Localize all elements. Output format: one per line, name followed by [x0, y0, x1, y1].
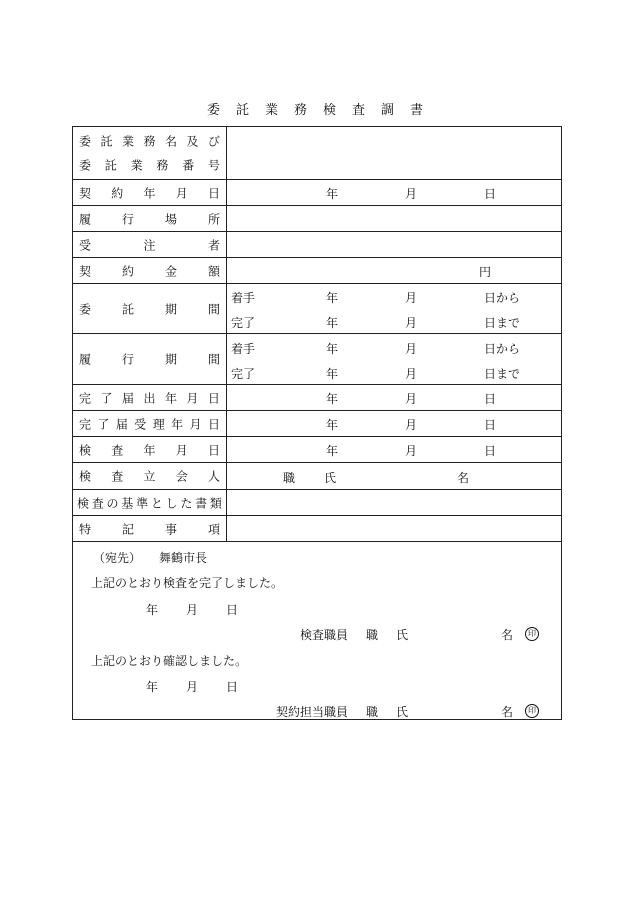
start-label: 着手	[231, 291, 256, 305]
year-unit: 年	[326, 187, 339, 201]
surname-label: 氏	[324, 471, 337, 485]
label-contractor: 受 注 者	[73, 232, 227, 257]
label-completion-notice-date: 完 了 届 出 年 月 日	[73, 385, 227, 410]
label-inspection-criteria: 検 査 の 基 準 と し た 書 類	[73, 490, 227, 515]
month-unit: 月	[405, 187, 418, 201]
label-commission-period: 委 託 期 間	[73, 284, 227, 333]
label-performance-period: 履 行 期 間	[73, 334, 227, 384]
yen-unit: 円	[479, 265, 492, 279]
row-contract-name	[73, 127, 561, 180]
seal-icon: 印	[525, 627, 539, 641]
seal-icon: 印	[525, 704, 539, 718]
statement-confirmed: 上記のとおり確認しました。	[91, 654, 248, 668]
name-label: 名	[457, 471, 470, 485]
row-commission-period: 委 託 期 間 着手 年 月 日から 完了 年 月 日まで	[73, 284, 561, 334]
inspection-form-table: 委 託 業 務 名 及 び 委 託 業 務 番 号 契 約 年 月 日 年 月 日 履 行 場 所 受 注 者 契 約 金 額 円 委 託 期 間 着手 年 月 日から 完了 年 月 日まで 履 行 期 間 着手 年 月 日から 完了 年 月 日まで 完 了 届 出 年 月 日 年 月 日 完 了 届 受 理 年 月 日 年 月 日 検 査 年 月 日 年 月 日 検 査 立 会 人 職 氏 名 検 査 の 基 準 と し た 書 類 特 記 事 項 （宛先） 舞鶴市長 上記のとおり検査を完了しました。 年 月 日 検査職員 職 氏 名 印 上記のとおり確認しました。 年 月 日 契約担当職員 職 氏 名 印	[72, 126, 562, 720]
row-inspection-criteria	[73, 490, 561, 516]
end-label: 完了	[231, 316, 256, 330]
inspector-label: 検査職員	[300, 628, 349, 642]
row-special-notes	[73, 516, 561, 542]
label-inspection-date: 検 査 年 月 日	[73, 437, 227, 462]
label-special-notes: 特 記 事 項	[73, 516, 227, 541]
row-performance-period: 履 行 期 間 着手 年 月 日から 完了 年 月 日まで	[73, 334, 561, 385]
row-witness	[73, 463, 561, 490]
row-contractor	[73, 232, 561, 258]
label-completion-receipt-date: 完 了 届 受 理 年 月 日	[73, 411, 227, 436]
label-contract-date: 契 約 年 月 日	[73, 180, 227, 205]
document-title: 委 託 業 務 検 査 調 書	[206, 103, 424, 118]
row-completion-notice-date: 完 了 届 出 年 月 日 年 月 日	[73, 385, 561, 411]
row-completion-receipt-date: 完 了 届 受 理 年 月 日 年 月 日	[73, 411, 561, 437]
position-label: 職	[283, 471, 296, 485]
label-contract-amount: 契 約 金 額	[73, 258, 227, 283]
row-contract-date	[73, 180, 561, 206]
label-contract-name: 委 託 業 務 名 及 び 委 託 業 務 番 号	[73, 127, 227, 179]
statement-inspection-complete: 上記のとおり検査を完了しました。	[91, 576, 284, 590]
day-unit: 日	[484, 187, 497, 201]
row-place	[73, 206, 561, 232]
mayor: 舞鶴市長	[159, 551, 208, 565]
label-place: 履 行 場 所	[73, 206, 227, 231]
row-contract-amount	[73, 258, 561, 284]
label-witness: 検 査 立 会 人	[73, 463, 227, 489]
contract-staff-label: 契約担当職員	[276, 705, 349, 719]
addressee: （宛先）	[93, 551, 142, 565]
row-inspection-date: 検 査 年 月 日 年 月 日	[73, 437, 561, 463]
